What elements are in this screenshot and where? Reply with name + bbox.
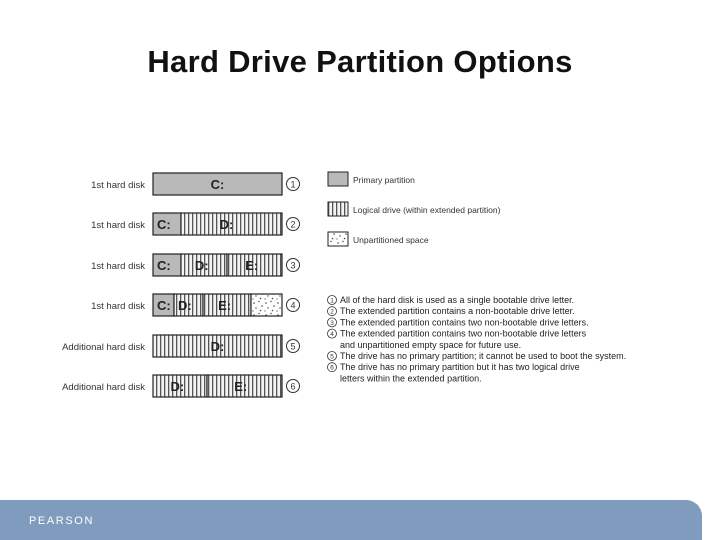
disk-label: 1st hard disk bbox=[91, 261, 145, 272]
legend-item bbox=[328, 172, 415, 186]
disk-label: 1st hard disk bbox=[91, 180, 145, 191]
note-number: 1 bbox=[330, 297, 334, 305]
note-item bbox=[328, 329, 587, 350]
legend-item bbox=[328, 232, 429, 246]
legend-label: Unpartitioned space bbox=[353, 235, 429, 245]
note-text: The extended partition contains two non-bootable drive letters. bbox=[340, 317, 589, 328]
disk-row bbox=[91, 213, 299, 235]
row-number: 6 bbox=[290, 381, 296, 392]
note-text: The extended partition contains a non-bootable drive letter. bbox=[340, 306, 575, 317]
legend-item bbox=[328, 202, 501, 216]
disk-row bbox=[62, 335, 299, 357]
disk-row bbox=[91, 294, 299, 316]
drive-letter: D: bbox=[170, 379, 185, 394]
legend-swatch-primary bbox=[328, 172, 348, 186]
unpartitioned-segment bbox=[251, 294, 282, 316]
note-text: The drive has no primary partition but it has two logical drive bbox=[340, 362, 580, 373]
drive-letter: E: bbox=[245, 258, 259, 273]
row-number: 5 bbox=[290, 341, 296, 352]
note-number: 3 bbox=[330, 319, 334, 327]
drive-letter: E: bbox=[234, 379, 248, 394]
slide-title: Hard Drive Partition Options bbox=[147, 44, 573, 79]
disk-row bbox=[91, 254, 299, 276]
note-text: The drive has no primary partition; it cannot be used to boot the system. bbox=[340, 351, 627, 361]
note-item bbox=[328, 295, 575, 305]
footer-bar bbox=[0, 500, 702, 540]
note-text: All of the hard disk is used as a single bootable drive letter. bbox=[340, 295, 575, 305]
note-number: 5 bbox=[330, 353, 334, 361]
drive-letter: C: bbox=[157, 217, 171, 232]
note-item bbox=[328, 306, 575, 316]
disk-row bbox=[62, 375, 299, 397]
note-item bbox=[328, 362, 580, 383]
note-number: 2 bbox=[330, 308, 334, 316]
disk-label: Additional hard disk bbox=[62, 382, 145, 393]
legend-label: Logical drive (within extended partition) bbox=[353, 205, 501, 215]
drive-letter: D: bbox=[194, 258, 209, 273]
legend-label: Primary partition bbox=[353, 175, 415, 185]
drive-letter: D: bbox=[219, 217, 234, 232]
note-number: 4 bbox=[330, 331, 334, 339]
note-text: and unpartitioned empty space for future use. bbox=[340, 339, 522, 350]
row-number: 4 bbox=[290, 300, 296, 311]
note-item bbox=[328, 317, 589, 327]
note-item bbox=[328, 351, 627, 361]
drive-letter: C: bbox=[157, 258, 171, 273]
drive-letter: C: bbox=[210, 177, 225, 192]
legend-swatch-unpartitioned bbox=[328, 232, 348, 246]
row-number: 3 bbox=[290, 260, 296, 271]
note-number: 6 bbox=[330, 364, 334, 372]
legend-swatch-logical bbox=[328, 202, 348, 216]
drive-letter: D: bbox=[178, 298, 192, 313]
note-text: The extended partition contains two non-bootable drive letters bbox=[340, 328, 587, 339]
disk-label: 1st hard disk bbox=[91, 220, 145, 231]
drive-letter: D: bbox=[210, 339, 225, 354]
row-number: 2 bbox=[290, 219, 296, 230]
disk-label: 1st hard disk bbox=[91, 301, 145, 312]
disk-row bbox=[91, 173, 299, 195]
note-text: letters within the extended partition. bbox=[340, 373, 482, 384]
disk-label: Additional hard disk bbox=[62, 342, 145, 353]
drive-letter: E: bbox=[218, 298, 232, 313]
pearson-logo: PEARSON bbox=[29, 515, 94, 527]
drive-letter: C: bbox=[157, 298, 171, 313]
row-number: 1 bbox=[290, 179, 296, 190]
